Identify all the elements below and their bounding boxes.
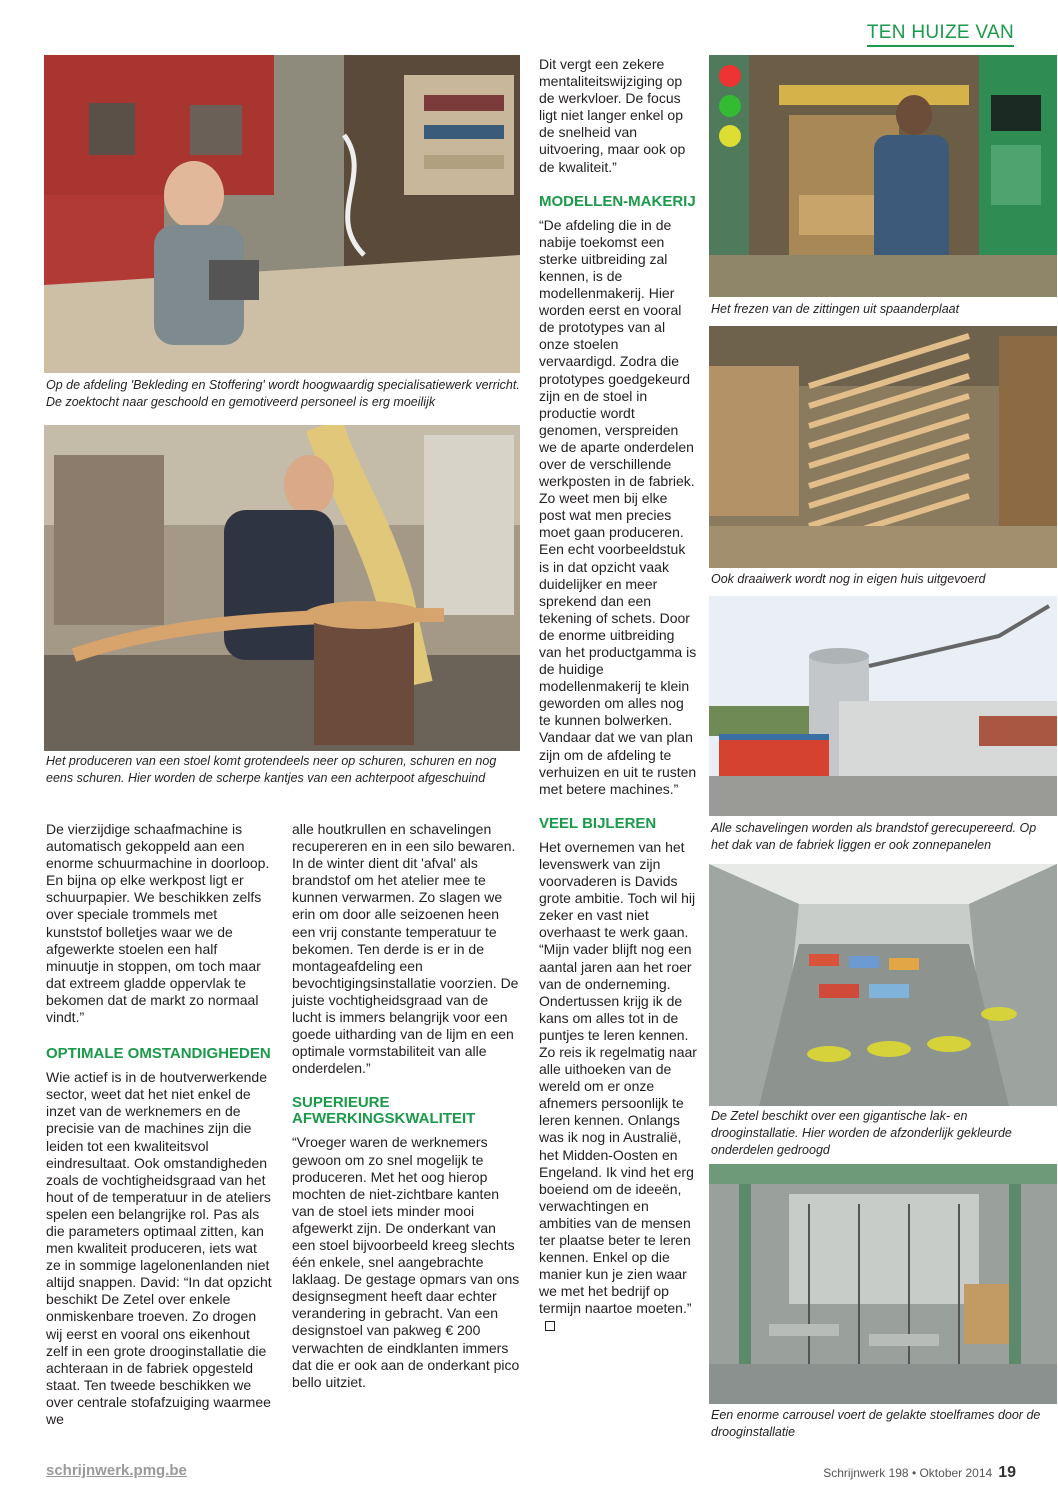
col3-body2 xyxy=(539,839,697,1335)
text-column-2 xyxy=(292,821,520,1391)
photo-turning xyxy=(709,326,1057,568)
photo-drying xyxy=(709,864,1057,1106)
text-column-1 xyxy=(46,821,274,1428)
footer-issue-text: Schrijnwerk 198 • Oktober 2014 xyxy=(823,1466,993,1480)
footer-issue xyxy=(823,1464,1016,1482)
col1-intro: De vierzijdige schaafmachine is automatisch gekoppeld aan een enorme schuurmachine in doorloop. En bijna op elke werkpost ligt er schuurpapier. We beschikken zelfs over speciale trommels met kunststof bolletjes waar we de afgewerkte stoelen een half minuutje in stoppen, om toch maar dat extreem gladde oppervlak te bekomen dat de markt zo normaal vindt.” xyxy=(46,821,270,1026)
heading-optimale-omstandigheden: OPTIMALE OMSTANDIGHEDEN xyxy=(46,1045,271,1063)
col3-intro: Dit vergt een zekere mentaliteitswijziging op de werkvloer. De focus ligt niet langer enkel op de snelheid van uitvoering, maar ook op de kwaliteit.” xyxy=(539,56,686,175)
photo-carrousel xyxy=(709,1164,1057,1404)
footer-website-link[interactable]: schrijnwerk.pmg.be xyxy=(46,1462,187,1479)
caption-upholstery: Op de afdeling 'Bekleding en Stoffering' wordt hoogwaardig specialisatiewerk verricht. De zoektocht naar geschoold en gemotiveerd personeel is erg moeilijk xyxy=(46,378,520,409)
end-of-article-mark xyxy=(545,1321,555,1331)
section-tag: TEN HUIZE VAN xyxy=(867,22,1014,47)
heading-superieure-afwerkingskwaliteit: SUPERIEURE AFWERKINGSKWALITEIT xyxy=(292,1094,476,1128)
caption-sanding: Het produceren van een stoel komt grotendeels neer op schuren, schuren en nog eens schuren. Hier worden de scherpe kantjes van een achterpoot afgeschuind xyxy=(46,754,497,785)
col2-intro: alle houtkrullen en schavelingen recupereren en in een silo bewaren. In de winter dient dit 'afval' als brandstof om het atelier mee te kunnen verwarmen. Zo slagen we erin om door alle seizoenen heen een vrij constante temperatuur te bekomen. Ten derde is er in de montageafdeling een bevochtigingsinstallatie voorzien. De juiste vochtigheidsgraad van de lucht is immers belangrijk voor een goede uitharding van de lijm en een optimale vormstabiliteit van alle onderdelen.” xyxy=(292,821,519,1077)
photo-sanding xyxy=(44,425,520,751)
photo-upholstery xyxy=(44,55,520,373)
page-number: 19 xyxy=(998,1464,1016,1481)
col3-body1: “De afdeling die in de nabije toekomst een sterke uitbreiding zal kennen, is de modellenmakerij. Hier worden eerst en vooral de prototypes van al onze stoelen vervaardigd. Zodra die prototypes goedgekeurd zijn en de stoel in productie wordt genomen, verspreiden we de aparte onderdelen over de verschillende werkposten in de fabriek. Zo weet men bij elke post wat men precies moet gaan produceren. Een echt voorbeeldstuk is in dat opzicht vaak duidelijker en meer sprekend dan een tekening of schets. Door de enorme uitbreiding van het productgamma is de huidige modellenmakerij te klein geworden om alles nog te kunnen bolwerken. Vandaar dat we van plan zijn om de afdeling te verhuizen en uit te rusten met betere machines.” xyxy=(539,216,697,797)
heading-veel-bijleren: VEEL BIJLEREN xyxy=(539,814,657,832)
caption-turning: Ook draaiwerk wordt nog in eigen huis uitgevoerd xyxy=(711,572,986,586)
caption-carrousel: Een enorme carrousel voert de gelakte stoelframes door de drooginstallatie xyxy=(711,1408,1041,1439)
col1-body: Wie actief is in de houtverwerkende sector, weet dat het niet enkel de inzet van de werknemers en de precisie van de machines zijn die leiden tot een kwaliteitsvol eindresultaat. Ook omstandigheden zoals de vochtigheidsgraad van het hout of de temperatuur in de ateliers spelen een belangrijke rol. Pas als die parameters optimaal zitten, kan men kwaliteit produceren, iets wat ze in sommige lagelonenlanden niet altijd snappen. David: “In dat opzicht beschikt De Zetel over enkele onmiskenbare troeven. Zo drogen wij eerst en vooral ons eikenhout zelf in een grote drooginstallatie die achteraan in de fabriek opgesteld staat. Ten tweede beschikken we over centrale stofafzuiging waarmee we xyxy=(46,1069,272,1427)
photo-milling xyxy=(709,55,1057,297)
caption-milling: Het frezen van de zittingen uit spaanderplaat xyxy=(711,302,960,316)
text-column-3 xyxy=(539,56,697,1335)
photo-silo xyxy=(709,596,1057,816)
caption-drying: De Zetel beschikt over een gigantische lak- en drooginstallatie. Hier worden de afzonderlijk gekleurde onderdelen gedroogd xyxy=(711,1109,1012,1157)
col3-body2-text: Het overnemen van het levenswerk van zijn voorvaderen is Davids grote ambitie. Toch wil hij zeker en vast niet overhaast te werk gaan. “Mijn vader blijft nog een aantal jaren aan het roer van de onderneming. Ondertussen krijg ik de kans om alles tot in de puntjes te leren kennen. Zo reis ik regelmatig naar alle uithoeken van de wereld om er onze afnemers persoonlijk te leren kennen. Onlangs was ik nog in Australië, het Midden-Oosten en Engeland. Ik vind het erg boeiend om de ideeën, verwachtingen en ambities van de mensen ter plaatse beter te leren kennen. Enkel op die manier kun je zien waar we met het bedrijf op termijn naartoe moeten.” xyxy=(539,838,697,1317)
heading-modellenmakerij: MODELLEN-MAKERIJ xyxy=(539,192,696,210)
caption-silo: Alle schavelingen worden als brandstof gerecupereerd. Op het dak van de fabriek liggen er ook zonnepanelen xyxy=(711,821,1037,852)
col2-body: “Vroeger waren de werknemers gewoon om zo snel mogelijk te produceren. Met het oog hierop mochten de niet-zichtbare kanten van de stoel iets minder mooi afgewerkt zijn. De onderkant van een stoel bijvoorbeeld kreeg slechts één enkele, snel aangebrachte laklaag. De gestage opmars van ons designsegment heeft daar echter verandering in gebracht. Van een designstoel van pakweg € 200 verwachten de eindklanten immers dat die er ook aan de onderkant pico bello uitziet. xyxy=(292,1134,520,1390)
